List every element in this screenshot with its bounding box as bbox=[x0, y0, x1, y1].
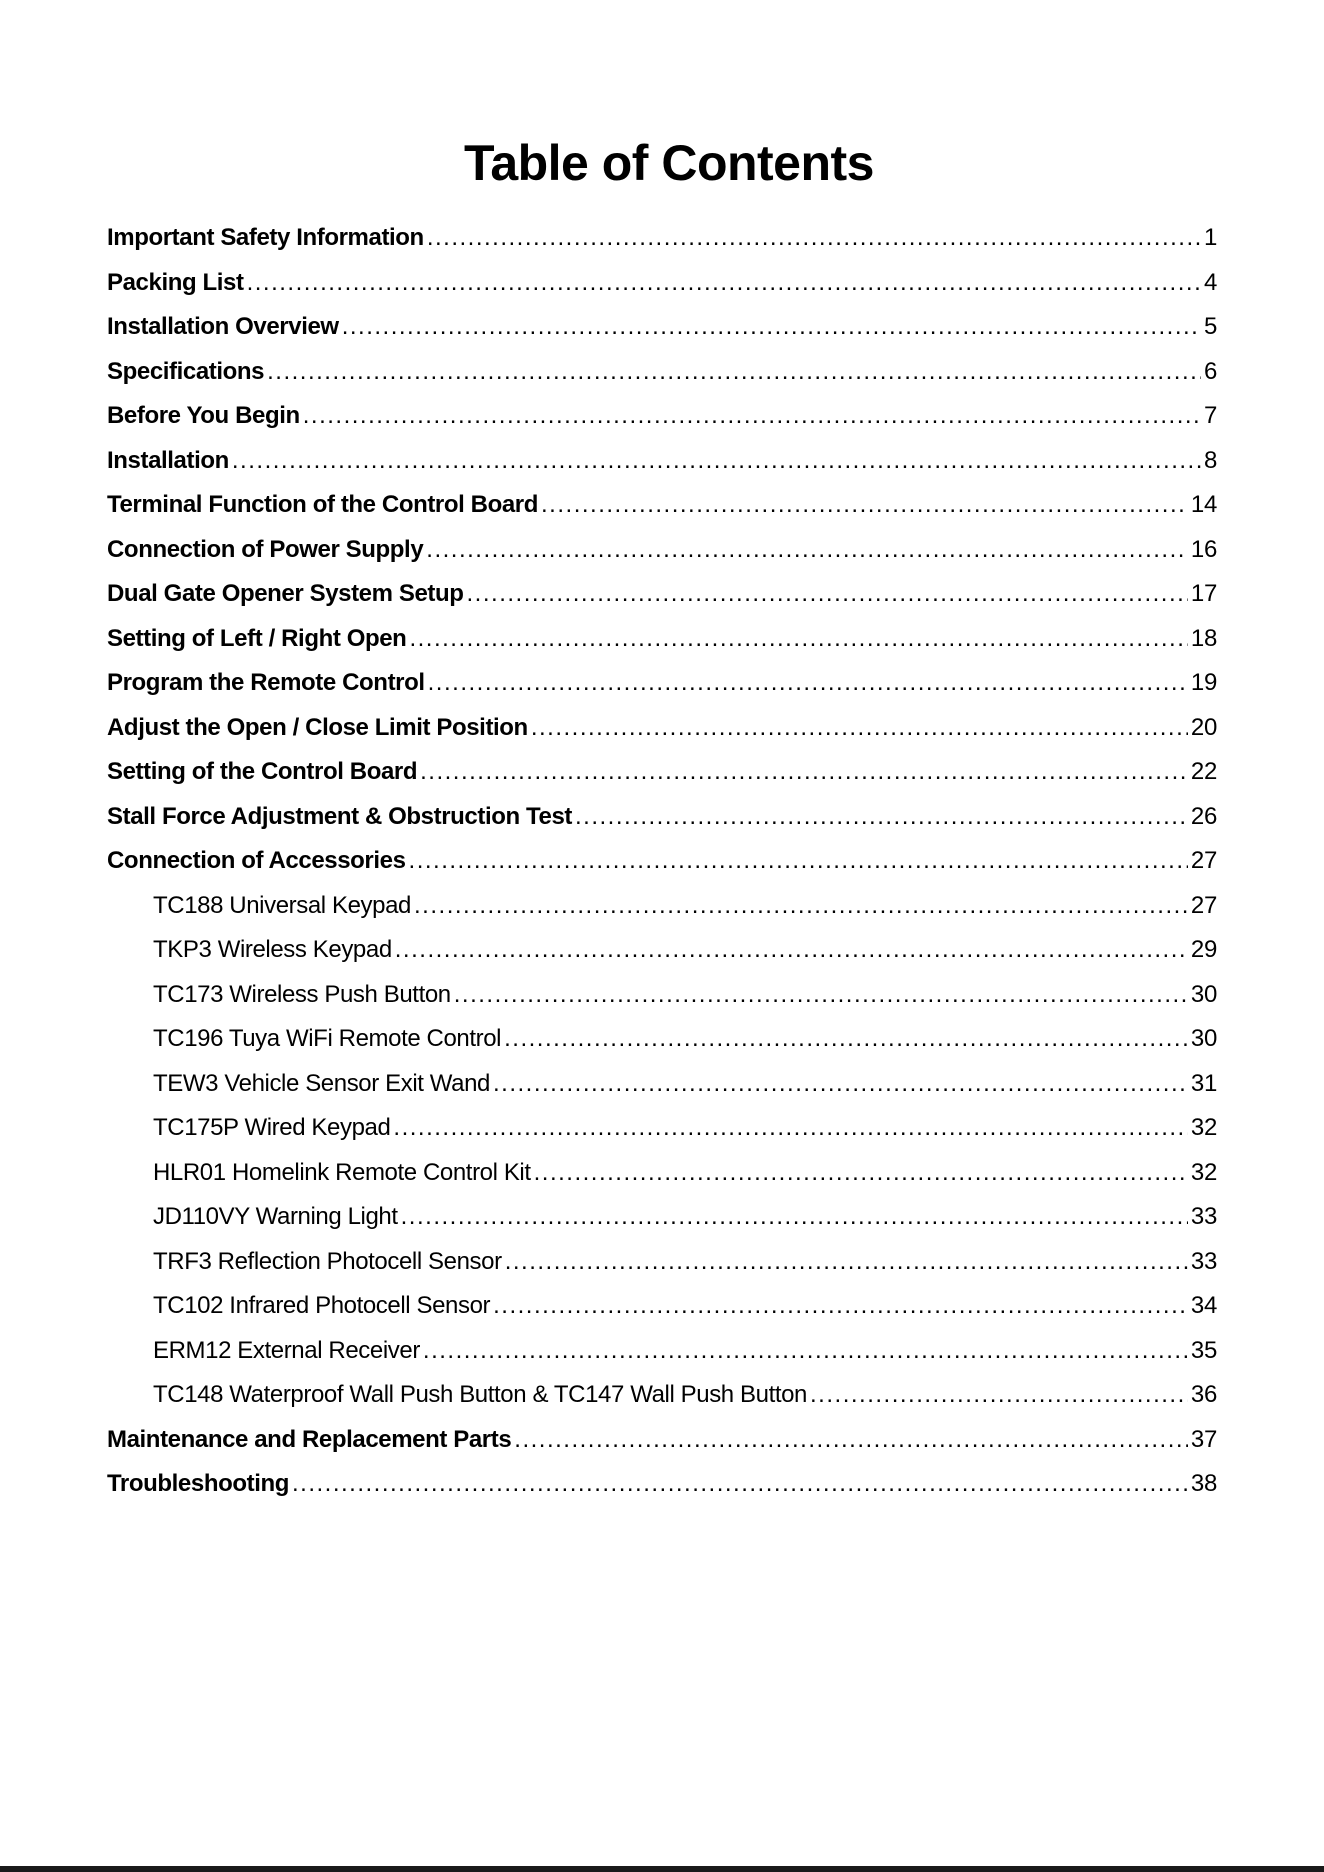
toc-entry[interactable] bbox=[107, 1418, 1217, 1463]
toc-entry-label: Troubleshooting bbox=[107, 1470, 289, 1497]
dot-leader bbox=[401, 1195, 1188, 1240]
toc-entry-page-number: 32 bbox=[1190, 1114, 1217, 1141]
toc-entry-page-number: 20 bbox=[1190, 713, 1217, 741]
dot-leader bbox=[467, 572, 1188, 617]
toc-entry[interactable] bbox=[107, 795, 1217, 840]
toc-entry-page-number: 34 bbox=[1190, 1292, 1217, 1319]
toc-entry-page-number: 5 bbox=[1203, 313, 1217, 340]
toc-entry-page-number: 7 bbox=[1203, 402, 1217, 429]
toc-entry-page-number: 36 bbox=[1190, 1381, 1217, 1408]
toc-entry-label: TC148 Waterproof Wall Push Button & TC147 Wall Push Button bbox=[153, 1381, 808, 1408]
toc-entry-page-number: 18 bbox=[1190, 624, 1217, 652]
toc-entry-label: Connection of Accessories bbox=[107, 847, 406, 874]
page-title: Table of Contents bbox=[463, 135, 874, 191]
toc-entry-page-number: 1 bbox=[1203, 224, 1217, 251]
dot-leader bbox=[395, 928, 1188, 973]
dot-leader bbox=[810, 1373, 1188, 1418]
dot-leader bbox=[428, 661, 1188, 706]
toc-entry-label: JD110VY Warning Light bbox=[153, 1203, 398, 1230]
toc-entry-page-number: 16 bbox=[1190, 535, 1217, 563]
dot-leader bbox=[409, 617, 1187, 662]
dot-leader bbox=[232, 439, 1201, 484]
dot-leader bbox=[303, 394, 1201, 439]
toc-entry-page-number: 6 bbox=[1203, 357, 1217, 385]
toc-entry-page-number: 30 bbox=[1190, 980, 1217, 1008]
toc-entry-page-number: 38 bbox=[1190, 1470, 1217, 1497]
toc-entry-page-number: 8 bbox=[1203, 446, 1217, 474]
toc-entry-label: TC175P Wired Keypad bbox=[153, 1114, 391, 1141]
toc-entry[interactable] bbox=[107, 394, 1217, 439]
toc-subentry[interactable] bbox=[107, 1195, 1217, 1240]
dot-leader bbox=[393, 1106, 1187, 1151]
toc-entry-page-number: 27 bbox=[1190, 891, 1217, 919]
toc-entry-page-number: 29 bbox=[1190, 936, 1217, 963]
toc-entry-label: TEW3 Vehicle Sensor Exit Wand bbox=[153, 1069, 490, 1097]
toc-subentry[interactable] bbox=[107, 884, 1217, 929]
toc-entry-label: Packing List bbox=[107, 268, 244, 296]
dot-leader bbox=[504, 1017, 1188, 1062]
dot-leader bbox=[575, 795, 1188, 840]
toc-subentry[interactable] bbox=[107, 1062, 1217, 1107]
toc-entry[interactable] bbox=[107, 750, 1217, 795]
dot-leader bbox=[493, 1062, 1188, 1107]
toc-entry-label: Setting of the Control Board bbox=[107, 758, 418, 785]
dot-leader bbox=[427, 216, 1201, 261]
dot-leader bbox=[531, 706, 1188, 751]
dot-leader bbox=[534, 1151, 1188, 1196]
toc-entry-page-number: 17 bbox=[1190, 580, 1217, 607]
toc-entry[interactable] bbox=[107, 839, 1217, 884]
toc-entry[interactable] bbox=[107, 439, 1217, 484]
toc-entry-label: Important Safety Information bbox=[107, 224, 424, 251]
toc-entry[interactable] bbox=[107, 305, 1217, 350]
dot-leader bbox=[454, 973, 1188, 1018]
toc-entry-label: Program the Remote Control bbox=[107, 669, 425, 696]
toc-entry[interactable] bbox=[107, 483, 1217, 528]
toc-entry-page-number: 32 bbox=[1190, 1158, 1217, 1186]
dot-leader bbox=[409, 839, 1188, 884]
bottom-border bbox=[0, 1866, 1324, 1872]
toc-entry[interactable] bbox=[107, 261, 1217, 306]
toc-subentry[interactable] bbox=[107, 1240, 1217, 1285]
dot-leader bbox=[541, 483, 1188, 528]
toc-entry[interactable] bbox=[107, 1462, 1217, 1507]
toc-subentry[interactable] bbox=[107, 1329, 1217, 1374]
toc-entry-page-number: 37 bbox=[1190, 1425, 1217, 1453]
toc-subentry[interactable] bbox=[107, 1151, 1217, 1196]
toc-entry-label: TKP3 Wireless Keypad bbox=[153, 936, 392, 963]
dot-leader bbox=[342, 305, 1201, 350]
toc-entry-page-number: 14 bbox=[1190, 491, 1217, 518]
toc-entry-page-number: 22 bbox=[1190, 758, 1217, 785]
toc-entry-label: Maintenance and Replacement Parts bbox=[107, 1425, 512, 1453]
toc-entry-page-number: 4 bbox=[1203, 268, 1217, 296]
toc-entry-label: TC196 Tuya WiFi Remote Control bbox=[153, 1025, 502, 1052]
toc-entry[interactable] bbox=[107, 350, 1217, 395]
toc-entry[interactable] bbox=[107, 706, 1217, 751]
dot-leader bbox=[420, 750, 1188, 795]
dot-leader bbox=[493, 1284, 1188, 1329]
toc-entry-page-number: 19 bbox=[1190, 669, 1217, 696]
toc-subentry[interactable] bbox=[107, 928, 1217, 973]
toc-entry-label: HLR01 Homelink Remote Control Kit bbox=[153, 1158, 531, 1186]
toc-entry-label: Connection of Power Supply bbox=[107, 535, 424, 563]
toc-entry[interactable] bbox=[107, 572, 1217, 617]
toc-subentry[interactable] bbox=[107, 1373, 1217, 1418]
dot-leader bbox=[514, 1418, 1188, 1463]
toc-entry-label: Installation Overview bbox=[107, 313, 339, 340]
toc-entry[interactable] bbox=[107, 216, 1217, 261]
dot-leader bbox=[423, 1329, 1188, 1374]
toc-subentry[interactable] bbox=[107, 1017, 1217, 1062]
dot-leader bbox=[414, 884, 1188, 929]
toc-entry-label: TC188 Universal Keypad bbox=[153, 891, 412, 919]
toc-entry-page-number: 30 bbox=[1190, 1025, 1217, 1052]
toc-entry-label: Specifications bbox=[107, 357, 265, 385]
dot-leader bbox=[267, 350, 1201, 395]
toc-entry-label: Adjust the Open / Close Limit Position bbox=[107, 713, 528, 741]
toc-entry-page-number: 35 bbox=[1190, 1336, 1217, 1364]
toc-entry-label: Installation bbox=[107, 446, 229, 474]
toc-entry-label: Terminal Function of the Control Board bbox=[107, 491, 539, 518]
toc-entry-label: TC173 Wireless Push Button bbox=[153, 980, 451, 1008]
toc-list bbox=[107, 216, 1217, 1507]
toc-entry-label: Before You Begin bbox=[107, 402, 300, 429]
toc-entry-label: TC102 Infrared Photocell Sensor bbox=[153, 1292, 491, 1319]
toc-entry[interactable] bbox=[107, 661, 1217, 706]
toc-entry-label: ERM12 External Receiver bbox=[153, 1336, 420, 1364]
dot-leader bbox=[426, 528, 1188, 573]
toc-subentry[interactable] bbox=[107, 973, 1217, 1018]
toc-subentry[interactable] bbox=[107, 1106, 1217, 1151]
toc-entry-label: Stall Force Adjustment & Obstruction Test bbox=[107, 802, 572, 830]
toc-entry-page-number: 26 bbox=[1190, 802, 1217, 830]
toc-entry-page-number: 33 bbox=[1190, 1247, 1217, 1275]
toc-entry-label: Dual Gate Opener System Setup bbox=[107, 580, 464, 607]
dot-leader bbox=[247, 261, 1201, 306]
toc-subentry[interactable] bbox=[107, 1284, 1217, 1329]
toc-entry-page-number: 31 bbox=[1190, 1069, 1217, 1097]
toc-entry-page-number: 27 bbox=[1190, 847, 1217, 874]
toc-entry[interactable] bbox=[107, 617, 1217, 662]
dot-leader bbox=[292, 1462, 1188, 1507]
toc-entry-label: TRF3 Reflection Photocell Sensor bbox=[153, 1247, 502, 1275]
dot-leader bbox=[505, 1240, 1188, 1285]
toc-entry-label: Setting of Left / Right Open bbox=[107, 624, 407, 652]
toc-entry-page-number: 33 bbox=[1190, 1203, 1217, 1230]
toc-entry[interactable] bbox=[107, 528, 1217, 573]
